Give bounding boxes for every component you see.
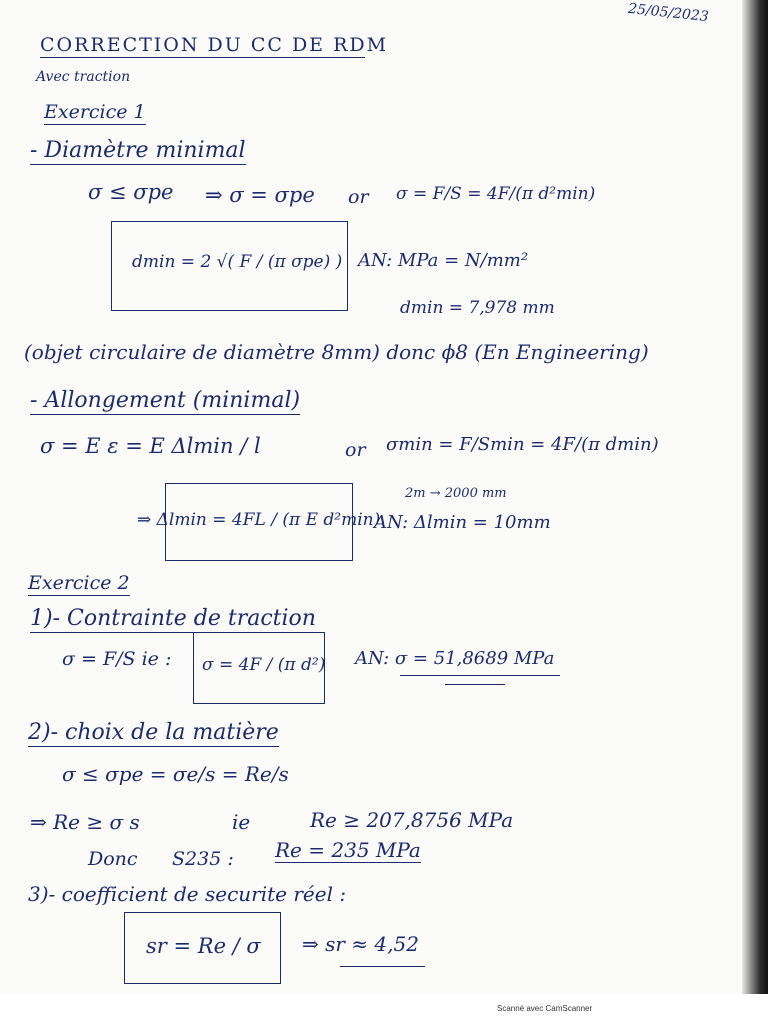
ex1-rel3: σmin = F/Smin = 4F/(π dmin) bbox=[386, 434, 659, 455]
ex2-q3-title: 3)- coefficient de securite réel : bbox=[28, 882, 347, 906]
ex2-q3-formula: sr = Re / σ bbox=[146, 934, 261, 958]
ex2-q3-value: ⇒ sr ≈ 4,52 bbox=[302, 932, 419, 956]
ex2-heading: Exercice 2 bbox=[28, 572, 130, 594]
ex2-q2-material: S235 : bbox=[172, 848, 234, 870]
ex1-rel2: σ = E ε = E Δlmin / l bbox=[40, 434, 261, 458]
ex1-part1-title: - Diamètre minimal bbox=[30, 138, 246, 163]
q3-value-underline bbox=[340, 966, 425, 967]
ex2-q1-title: 1)- Contrainte de traction bbox=[30, 606, 316, 631]
q1-value-underline-1 bbox=[400, 675, 560, 676]
footer-band bbox=[0, 994, 768, 1024]
date: 25/05/2023 bbox=[627, 0, 710, 26]
page-title: CORRECTION DU CC DE RDM bbox=[40, 34, 389, 56]
ex2-q2-re: Re = 235 MPa bbox=[275, 838, 421, 862]
ex1-note: (objet circulaire de diamètre 8mm) donc ϕ8 (En Engineering) bbox=[24, 340, 649, 364]
scan-edge-shadow bbox=[742, 0, 768, 994]
ex2-q2-title: 2)- choix de la matière bbox=[28, 720, 279, 745]
camscanner-watermark: Scanné avec CamScanner bbox=[497, 1004, 593, 1013]
ex2-q2-rel: σ ≤ σpe = σe/s = Re/s bbox=[62, 762, 289, 786]
ex1-part2-title: - Allongement (minimal) bbox=[30, 388, 301, 413]
ex2-q2-ineq2: Re ≥ 207,8756 MPa bbox=[310, 808, 514, 832]
ex1-dmin-formula: dmin = 2 √( F / (π σpe) ) bbox=[132, 252, 343, 272]
ex1-or2: or bbox=[345, 439, 366, 461]
ex2-q2-ineq1: ⇒ Re ≥ σ s bbox=[30, 810, 140, 834]
ex2-q1-formula: σ = 4F / (π d²) bbox=[202, 655, 326, 675]
ex1-heading: Exercice 1 bbox=[44, 101, 146, 123]
subtitle: Avec traction bbox=[36, 69, 131, 85]
ex1-dl-formula: ⇒ Δlmin = 4FL / (π E d²min) bbox=[137, 510, 381, 530]
ex2-q1-rel: σ = F/S ie : bbox=[62, 648, 172, 670]
ex1-cond2: ⇒ σ = σpe bbox=[205, 183, 315, 207]
q1-value-underline-2 bbox=[445, 684, 505, 685]
ex1-or1: or bbox=[348, 186, 369, 208]
ex1-units: AN: MPa = N/mm² bbox=[358, 250, 529, 271]
ex1-conversion: 2m → 2000 mm bbox=[405, 486, 507, 501]
ex1-cond1: σ ≤ σpe bbox=[88, 180, 174, 204]
ex2-q1-value: AN: σ = 51,8689 MPa bbox=[355, 648, 555, 669]
ex1-rel1: σ = F/S = 4F/(π d²min) bbox=[396, 184, 596, 204]
ex2-q2-donc: Donc bbox=[88, 848, 138, 870]
ex1-dl-value: AN: Δlmin = 10mm bbox=[374, 512, 551, 533]
ex1-dmin-value: dmin = 7,978 mm bbox=[400, 298, 555, 318]
ex2-q2-ie: ie bbox=[232, 810, 251, 834]
